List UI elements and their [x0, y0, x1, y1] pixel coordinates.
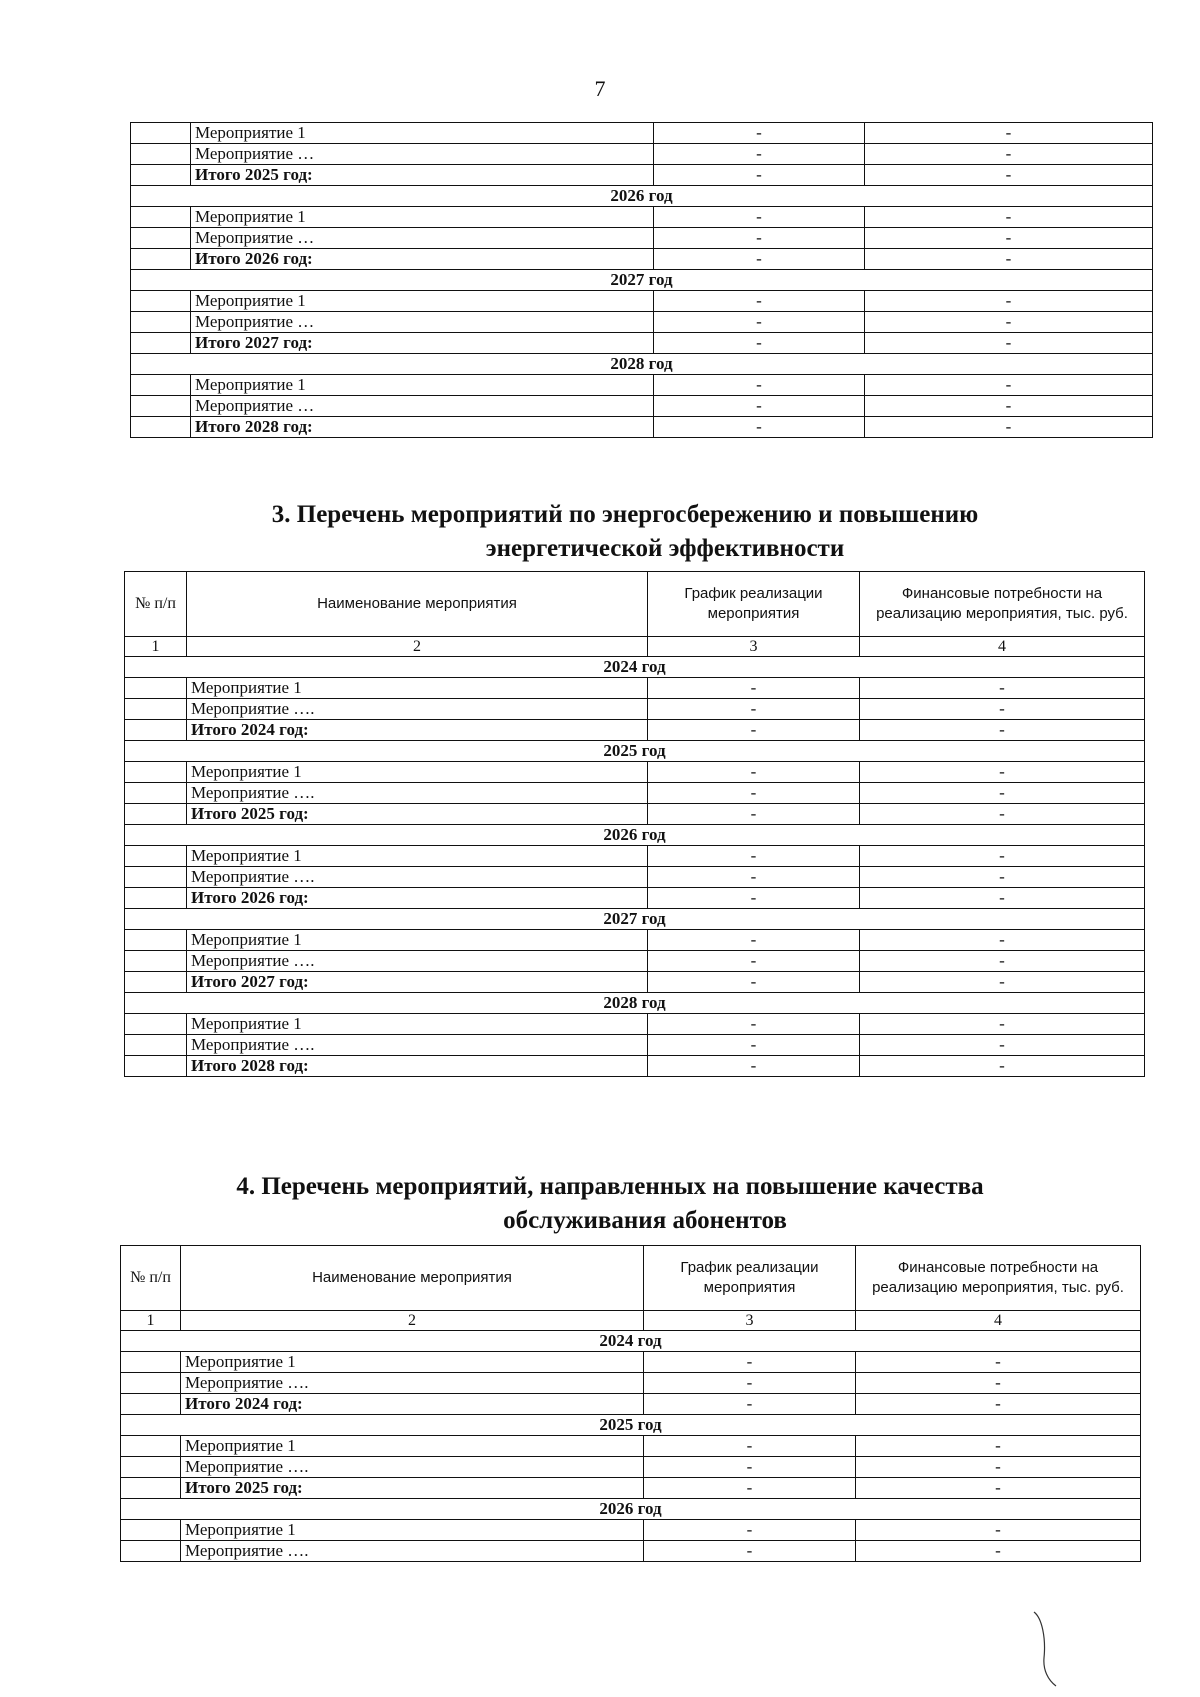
- header-finance: Финансовые потребности на реализацию мероприятия, тыс. руб.: [856, 1246, 1141, 1311]
- year-row: [121, 1415, 1141, 1436]
- table-row: [125, 783, 1145, 804]
- customer-service-measures-table: [120, 1245, 1141, 1562]
- table-header-row: [125, 572, 1145, 637]
- measure-name: Мероприятие 1: [187, 930, 648, 951]
- schedule-cell: -: [648, 699, 860, 720]
- schedule-cell: -: [648, 783, 860, 804]
- row-number-cell: [131, 165, 191, 186]
- total-row: [131, 333, 1153, 354]
- total-label: Итого 2028 год:: [191, 417, 654, 438]
- row-number-cell: [125, 888, 187, 909]
- measure-name: Мероприятие …: [191, 312, 654, 333]
- schedule-cell: -: [654, 375, 865, 396]
- table-row: [125, 699, 1145, 720]
- year-row: [121, 1331, 1141, 1352]
- schedule-cell: -: [648, 951, 860, 972]
- row-number-cell: [125, 972, 187, 993]
- row-number-cell: [125, 762, 187, 783]
- header-number: № п/п: [121, 1246, 181, 1311]
- measure-name: Мероприятие 1: [181, 1436, 644, 1457]
- schedule-cell: -: [654, 207, 865, 228]
- row-number-cell: [125, 804, 187, 825]
- row-number-cell: [131, 312, 191, 333]
- finance-cell: -: [856, 1394, 1141, 1415]
- row-number-cell: [131, 123, 191, 144]
- finance-cell: -: [860, 1035, 1145, 1056]
- table-row: [131, 228, 1153, 249]
- table-row: [121, 1457, 1141, 1478]
- schedule-cell: -: [654, 165, 865, 186]
- schedule-cell: -: [644, 1541, 856, 1562]
- row-number-cell: [125, 720, 187, 741]
- schedule-cell: -: [648, 1014, 860, 1035]
- row-number-cell: [131, 291, 191, 312]
- measure-name: Мероприятие ….: [187, 951, 648, 972]
- measure-name: Мероприятие 1: [181, 1520, 644, 1541]
- total-label: Итого 2025 год:: [191, 165, 654, 186]
- measure-name: Мероприятие 1: [191, 375, 654, 396]
- measure-name: Мероприятие ….: [181, 1457, 644, 1478]
- total-row: [125, 720, 1145, 741]
- schedule-cell: -: [648, 1035, 860, 1056]
- year-row: [125, 657, 1145, 678]
- row-number-cell: [125, 783, 187, 804]
- header-number: № п/п: [125, 572, 187, 637]
- schedule-cell: -: [648, 867, 860, 888]
- total-row: [125, 1056, 1145, 1077]
- finance-cell: -: [860, 930, 1145, 951]
- column-number-4: 4: [860, 637, 1145, 657]
- finance-cell: -: [860, 720, 1145, 741]
- header-schedule: График реализации мероприятия: [648, 572, 860, 637]
- year-label: 2025 год: [121, 1415, 1141, 1436]
- page-number: 7: [594, 76, 606, 101]
- column-number-3: 3: [644, 1311, 856, 1331]
- row-number-cell: [125, 699, 187, 720]
- finance-cell: -: [856, 1352, 1141, 1373]
- column-numbers-row: [121, 1311, 1141, 1331]
- schedule-cell: -: [654, 396, 865, 417]
- total-label: Итого 2026 год:: [187, 888, 648, 909]
- year-row: [125, 909, 1145, 930]
- year-label: 2028 год: [125, 993, 1145, 1014]
- table-row: [125, 846, 1145, 867]
- finance-cell: -: [865, 417, 1153, 438]
- section4-heading-line1: 4. Перечень мероприятий, направленных на повышение качества: [236, 1173, 984, 1200]
- row-number-cell: [121, 1373, 181, 1394]
- year-label: 2024 год: [121, 1331, 1141, 1352]
- year-label: 2025 год: [125, 741, 1145, 762]
- schedule-cell: -: [654, 249, 865, 270]
- row-number-cell: [131, 144, 191, 165]
- measure-name: Мероприятие …: [191, 144, 654, 165]
- row-number-cell: [131, 333, 191, 354]
- table-header-row: [121, 1246, 1141, 1311]
- table-row: [125, 762, 1145, 783]
- row-number-cell: [121, 1520, 181, 1541]
- finance-cell: -: [865, 375, 1153, 396]
- measure-name: Мероприятие …: [191, 396, 654, 417]
- row-number-cell: [125, 678, 187, 699]
- section3-heading: [0, 498, 1200, 566]
- year-row: [131, 186, 1153, 207]
- finance-cell: -: [865, 396, 1153, 417]
- year-label: 2027 год: [131, 270, 1153, 291]
- year-row: [131, 354, 1153, 375]
- table-row: [121, 1373, 1141, 1394]
- table-row: [131, 312, 1153, 333]
- finance-cell: -: [865, 249, 1153, 270]
- measure-name: Мероприятие 1: [187, 678, 648, 699]
- row-number-cell: [121, 1394, 181, 1415]
- table-row: [125, 678, 1145, 699]
- schedule-cell: -: [648, 1056, 860, 1077]
- measure-name: Мероприятие 1: [191, 291, 654, 312]
- schedule-cell: -: [648, 678, 860, 699]
- finance-cell: -: [860, 699, 1145, 720]
- section4-heading-line2: обслуживания абонентов: [503, 1207, 787, 1234]
- schedule-cell: -: [644, 1373, 856, 1394]
- schedule-cell: -: [654, 312, 865, 333]
- measure-name: Мероприятие ….: [181, 1373, 644, 1394]
- row-number-cell: [131, 396, 191, 417]
- schedule-cell: -: [648, 762, 860, 783]
- total-label: Итого 2026 год:: [191, 249, 654, 270]
- table-row: [121, 1352, 1141, 1373]
- row-number-cell: [125, 1014, 187, 1035]
- total-row: [125, 888, 1145, 909]
- total-row: [121, 1394, 1141, 1415]
- total-label: Итого 2024 год:: [187, 720, 648, 741]
- row-number-cell: [125, 951, 187, 972]
- finance-cell: -: [860, 951, 1145, 972]
- measure-name: Мероприятие 1: [181, 1352, 644, 1373]
- schedule-cell: -: [654, 333, 865, 354]
- measure-name: Мероприятие ….: [187, 1035, 648, 1056]
- finance-cell: -: [865, 228, 1153, 249]
- total-label: Итого 2028 год:: [187, 1056, 648, 1077]
- row-number-cell: [121, 1541, 181, 1562]
- column-number-4: 4: [856, 1311, 1141, 1331]
- row-number-cell: [131, 207, 191, 228]
- schedule-cell: -: [654, 228, 865, 249]
- table-row: [121, 1436, 1141, 1457]
- finance-cell: -: [856, 1478, 1141, 1499]
- header-name: Наименование мероприятия: [187, 572, 648, 637]
- section3-heading-line2: энергетической эффективности: [485, 535, 845, 562]
- schedule-cell: -: [644, 1457, 856, 1478]
- total-row: [131, 165, 1153, 186]
- row-number-cell: [125, 930, 187, 951]
- row-number-cell: [131, 375, 191, 396]
- finance-cell: -: [865, 312, 1153, 333]
- header-name: Наименование мероприятия: [181, 1246, 644, 1311]
- finance-cell: -: [865, 165, 1153, 186]
- section3-heading-line1: 3. Перечень мероприятий по энергосбережению и повышению: [271, 501, 979, 528]
- handwritten-mark: [1030, 1608, 1070, 1688]
- table-row: [121, 1541, 1141, 1562]
- total-label: Итого 2025 год:: [187, 804, 648, 825]
- total-label: Итого 2027 год:: [187, 972, 648, 993]
- year-label: 2024 год: [125, 657, 1145, 678]
- measure-name: Мероприятие 1: [191, 207, 654, 228]
- finance-cell: -: [860, 846, 1145, 867]
- row-number-cell: [131, 228, 191, 249]
- schedule-cell: -: [648, 720, 860, 741]
- finance-cell: -: [860, 1056, 1145, 1077]
- column-number-2: 2: [181, 1311, 644, 1331]
- column-number-1: 1: [121, 1311, 181, 1331]
- total-row: [121, 1478, 1141, 1499]
- row-number-cell: [125, 867, 187, 888]
- year-label: 2026 год: [121, 1499, 1141, 1520]
- year-row: [125, 825, 1145, 846]
- measure-name: Мероприятие …: [191, 228, 654, 249]
- schedule-cell: -: [648, 972, 860, 993]
- finance-cell: -: [865, 144, 1153, 165]
- total-row: [131, 417, 1153, 438]
- total-label: Итого 2027 год:: [191, 333, 654, 354]
- table-row: [125, 1014, 1145, 1035]
- measure-name: Мероприятие 1: [187, 846, 648, 867]
- column-number-2: 2: [187, 637, 648, 657]
- finance-cell: -: [865, 123, 1153, 144]
- total-row: [125, 804, 1145, 825]
- total-row: [125, 972, 1145, 993]
- schedule-cell: -: [644, 1520, 856, 1541]
- row-number-cell: [131, 249, 191, 270]
- table-row: [125, 1035, 1145, 1056]
- finance-cell: -: [860, 783, 1145, 804]
- schedule-cell: -: [648, 804, 860, 825]
- finance-cell: -: [860, 804, 1145, 825]
- schedule-cell: -: [654, 291, 865, 312]
- finance-cell: -: [860, 888, 1145, 909]
- total-row: [131, 249, 1153, 270]
- row-number-cell: [131, 417, 191, 438]
- measure-name: Мероприятие ….: [187, 783, 648, 804]
- year-label: 2028 год: [131, 354, 1153, 375]
- year-label: 2026 год: [125, 825, 1145, 846]
- measure-name: Мероприятие 1: [187, 1014, 648, 1035]
- measure-name: Мероприятие ….: [187, 867, 648, 888]
- total-label: Итого 2025 год:: [181, 1478, 644, 1499]
- total-label: Итого 2024 год:: [181, 1394, 644, 1415]
- finance-cell: -: [865, 291, 1153, 312]
- table-row: [131, 144, 1153, 165]
- column-number-3: 3: [648, 637, 860, 657]
- schedule-cell: -: [648, 846, 860, 867]
- table-row: [131, 207, 1153, 228]
- finance-cell: -: [860, 867, 1145, 888]
- continued-measures-table: [130, 122, 1153, 438]
- finance-cell: -: [860, 762, 1145, 783]
- table-row: [121, 1520, 1141, 1541]
- year-row: [121, 1499, 1141, 1520]
- measure-name: Мероприятие 1: [187, 762, 648, 783]
- finance-cell: -: [856, 1457, 1141, 1478]
- measure-name: Мероприятие 1: [191, 123, 654, 144]
- finance-cell: -: [856, 1541, 1141, 1562]
- table-row: [131, 375, 1153, 396]
- finance-cell: -: [856, 1436, 1141, 1457]
- row-number-cell: [125, 1056, 187, 1077]
- header-finance: Финансовые потребности на реализацию мероприятия, тыс. руб.: [860, 572, 1145, 637]
- schedule-cell: -: [648, 888, 860, 909]
- row-number-cell: [125, 846, 187, 867]
- year-label: 2027 год: [125, 909, 1145, 930]
- finance-cell: -: [865, 333, 1153, 354]
- schedule-cell: -: [644, 1352, 856, 1373]
- table-row: [125, 867, 1145, 888]
- schedule-cell: -: [644, 1394, 856, 1415]
- table-row: [131, 123, 1153, 144]
- finance-cell: -: [860, 972, 1145, 993]
- measure-name: Мероприятие ….: [187, 699, 648, 720]
- table-row: [131, 396, 1153, 417]
- year-row: [125, 993, 1145, 1014]
- row-number-cell: [121, 1436, 181, 1457]
- schedule-cell: -: [654, 123, 865, 144]
- schedule-cell: -: [654, 417, 865, 438]
- energy-saving-measures-table: [124, 571, 1145, 1077]
- finance-cell: -: [856, 1373, 1141, 1394]
- column-number-1: 1: [125, 637, 187, 657]
- table-row: [125, 930, 1145, 951]
- header-schedule: График реализации мероприятия: [644, 1246, 856, 1311]
- finance-cell: -: [856, 1520, 1141, 1541]
- year-label: 2026 год: [131, 186, 1153, 207]
- section4-heading: [0, 1170, 1200, 1238]
- schedule-cell: -: [644, 1436, 856, 1457]
- year-row: [125, 741, 1145, 762]
- measure-name: Мероприятие ….: [181, 1541, 644, 1562]
- finance-cell: -: [865, 207, 1153, 228]
- schedule-cell: -: [644, 1478, 856, 1499]
- row-number-cell: [121, 1457, 181, 1478]
- year-row: [131, 270, 1153, 291]
- table-row: [131, 291, 1153, 312]
- finance-cell: -: [860, 678, 1145, 699]
- row-number-cell: [121, 1478, 181, 1499]
- row-number-cell: [121, 1352, 181, 1373]
- row-number-cell: [125, 1035, 187, 1056]
- schedule-cell: -: [648, 930, 860, 951]
- table-row: [125, 951, 1145, 972]
- schedule-cell: -: [654, 144, 865, 165]
- finance-cell: -: [860, 1014, 1145, 1035]
- column-numbers-row: [125, 637, 1145, 657]
